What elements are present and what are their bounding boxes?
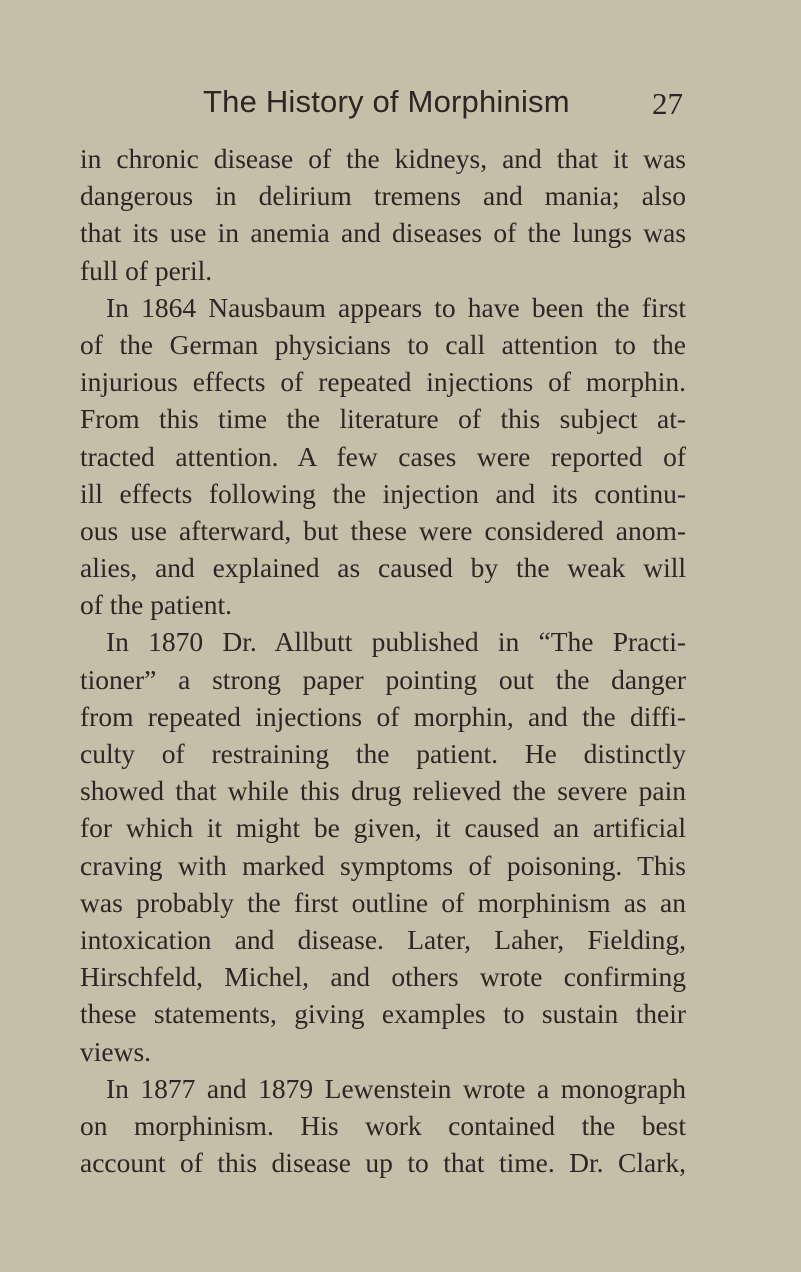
text-line: full of peril. <box>80 254 213 286</box>
text-line: craving with marked symptoms of poisoning. This <box>80 849 686 881</box>
text-line: in chronic disease of the kidneys, and that it was <box>80 143 686 174</box>
page-header <box>0 84 801 124</box>
text-line: In 1870 Dr. Allbutt published in “The Practi- <box>106 626 686 658</box>
text-line: account of this disease up to that time. Dr. Clark, <box>80 1147 686 1179</box>
text-line: for which it might be given, it caused an artificial <box>80 812 686 844</box>
text-line: of the German physicians to call attention to the <box>80 328 686 360</box>
page-number: 27 <box>652 86 683 121</box>
text-line: intoxication and disease. Later, Laher, Fielding, <box>80 923 686 955</box>
text-line: from repeated injections of morphin, and the diffi- <box>80 700 686 732</box>
text-line: culty of restraining the patient. He distinctly <box>80 738 686 769</box>
text-line: was probably the first outline of morphinism as an <box>80 886 686 918</box>
text-line: dangerous in delirium tremens and mania; also <box>80 180 686 212</box>
text-line: In 1877 and 1879 Lewenstein wrote a monograph <box>106 1072 686 1104</box>
text-line: From this time the literature of this subject at- <box>80 403 686 435</box>
text-line: ous use afterward, but these were considered anom- <box>80 514 686 546</box>
text-line: tioner” a strong paper pointing out the danger <box>80 663 686 695</box>
text-line: Hirschfeld, Michel, and others wrote confirming <box>80 961 686 993</box>
text-line: of the patient. <box>80 589 232 621</box>
running-head: The History of Morphinism <box>203 84 570 119</box>
text-line: tracted attention. A few cases were reported of <box>80 440 686 472</box>
text-line: these statements, giving examples to sustain their <box>80 998 686 1030</box>
text-line: that its use in anemia and diseases of the lungs was <box>80 217 686 249</box>
body-text <box>80 140 686 1181</box>
text-line: showed that while this drug relieved the severe pain <box>80 775 686 807</box>
text-line: ill effects following the injection and its continu- <box>80 477 686 509</box>
text-line: alies, and explained as caused by the weak will <box>80 552 686 584</box>
text-line: on morphinism. His work contained the best <box>80 1109 686 1141</box>
text-line: In 1864 Nausbaum appears to have been the first <box>106 291 686 323</box>
text-line: injurious effects of repeated injections of morphin. <box>80 366 686 398</box>
text-line: views. <box>80 1035 152 1067</box>
